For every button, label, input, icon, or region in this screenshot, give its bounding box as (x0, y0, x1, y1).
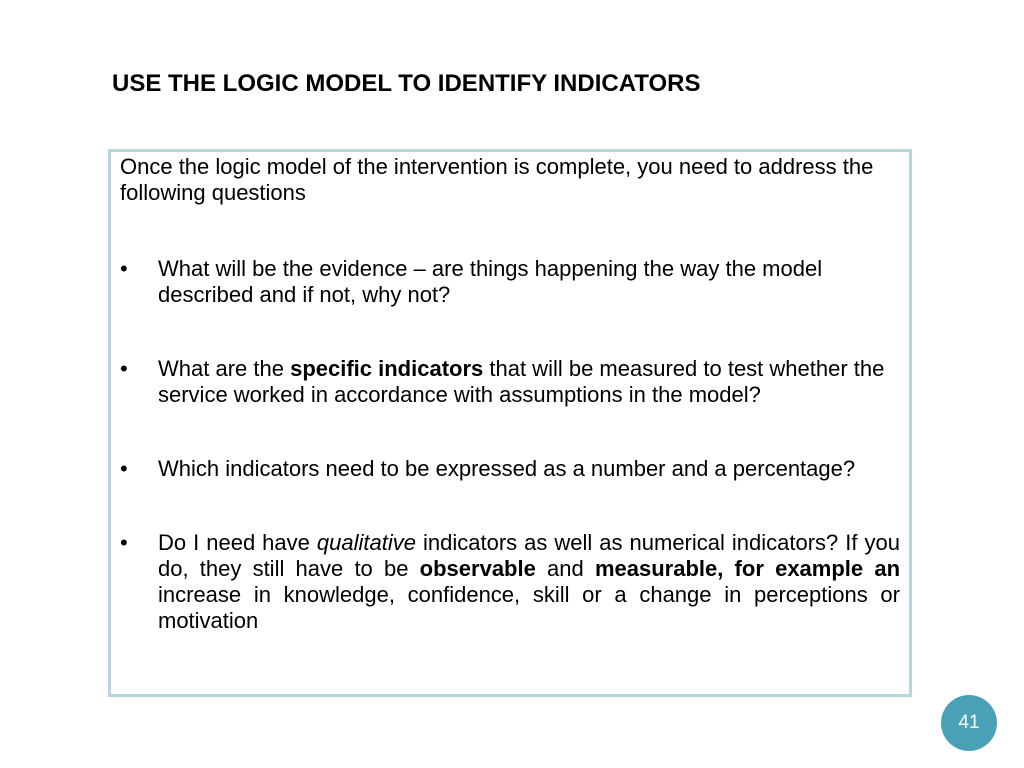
list-item (120, 456, 900, 482)
bullet-text-end: increase in knowledge, confidence, skill or a change in perceptions or motivation (158, 582, 900, 633)
slide-title: USE THE LOGIC MODEL TO IDENTIFY INDICATORS (112, 70, 701, 97)
list-item (120, 256, 900, 308)
bullet-text-start: What are the (158, 356, 291, 381)
bullet-marker: • (120, 456, 128, 481)
bullet-text-end: that will be measured to test whether the service worked in accordance with assumptions in the model? (158, 356, 885, 407)
bullet-marker: • (120, 256, 128, 281)
bullet-text-start: Do I need have (158, 530, 317, 555)
intro-text: Once the logic model of the intervention is complete, you need to address the following questions (120, 154, 874, 205)
list-item (120, 356, 900, 408)
content-box (108, 149, 912, 697)
bullet-text: What will be the evidence – are things happening the way the model described and if not, why not? (158, 256, 823, 307)
bullet-text-bold: specific indicators (290, 356, 484, 381)
page-number-badge (941, 695, 997, 751)
bullet-marker: • (120, 530, 128, 555)
question-list (120, 256, 900, 634)
bullet-text-bold-measurable: measurable, for example an (594, 556, 901, 581)
bullet-marker: • (120, 356, 128, 381)
bullet-text-italic: qualitative (316, 530, 416, 555)
bullet-text-bold-observable: observable (419, 556, 536, 581)
page-number: 41 (958, 712, 980, 733)
list-item (120, 530, 900, 634)
bullet-text-and: and (535, 556, 595, 581)
bullet-text-middle: indicators as well as numerical indicators? If you do, they still have to be (158, 530, 900, 581)
bullet-text: Which indicators need to be expressed as a number and a percentage? (158, 456, 856, 481)
